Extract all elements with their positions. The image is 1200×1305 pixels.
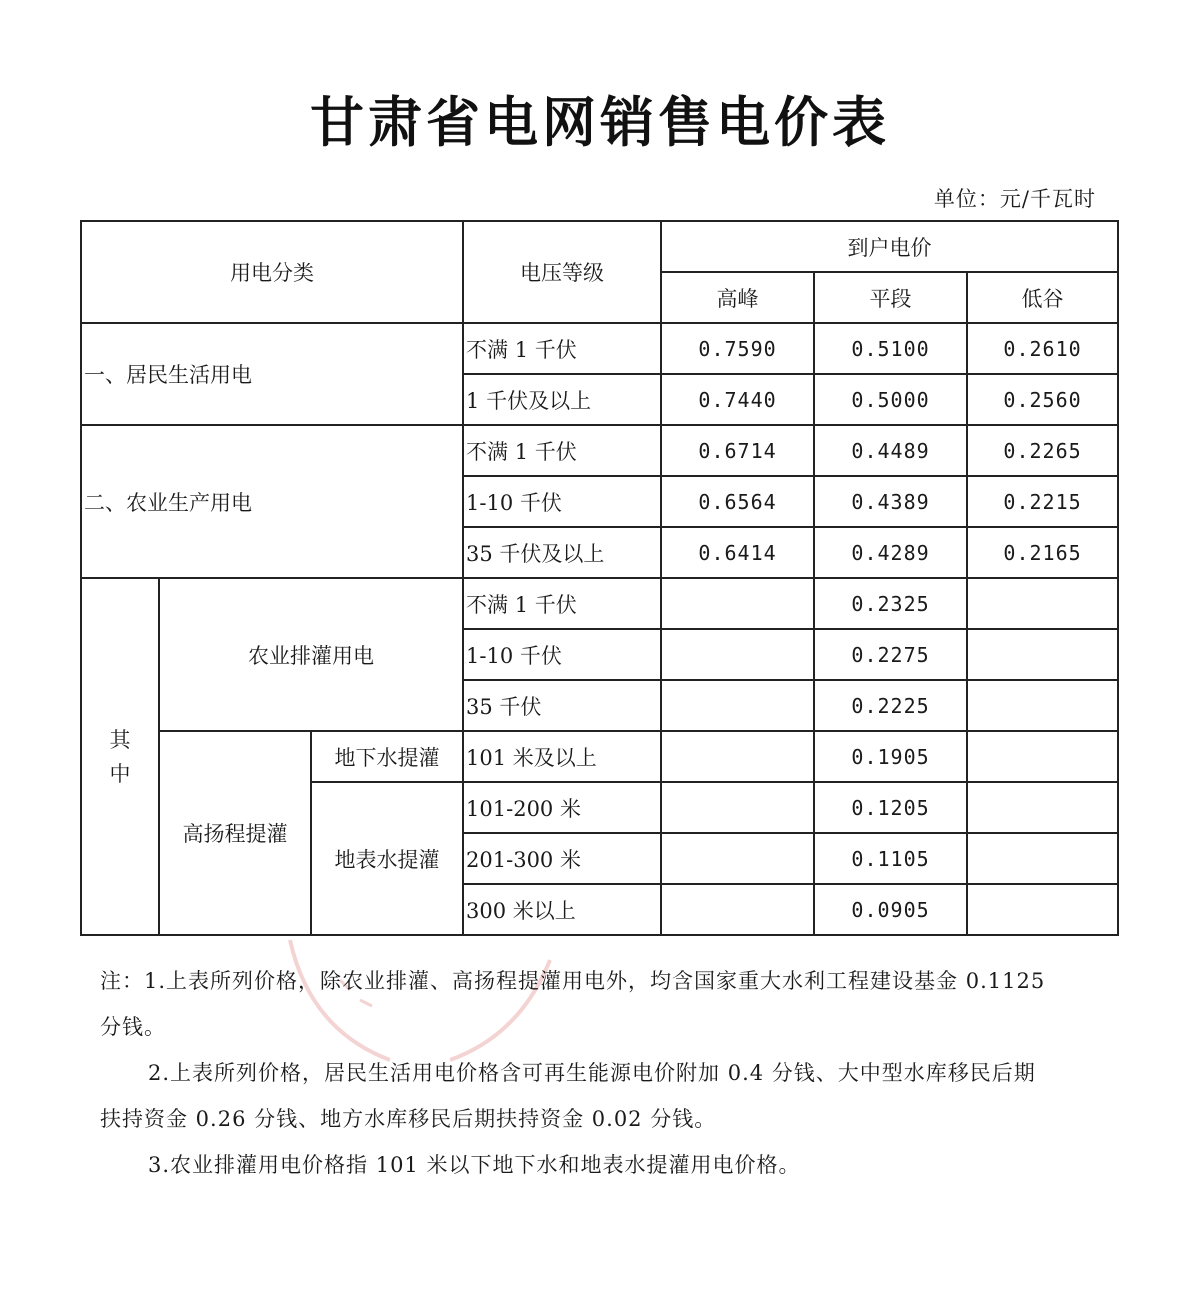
flat-price: 0.1105 (814, 833, 967, 884)
peak-price: 0.7590 (661, 323, 814, 374)
flat-price: 0.2225 (814, 680, 967, 731)
section-high-lift: 高扬程提灌 (159, 731, 311, 935)
valley-price: 0.2265 (967, 425, 1118, 476)
flat-price: 0.2275 (814, 629, 967, 680)
flat-price: 0.1905 (814, 731, 967, 782)
peak-price: 0.6714 (661, 425, 814, 476)
flat-price: 0.1205 (814, 782, 967, 833)
peak-price: 0.6564 (661, 476, 814, 527)
empty-cell (661, 833, 814, 884)
price-table (80, 220, 1119, 936)
empty-cell (967, 731, 1118, 782)
table-row (81, 731, 1118, 782)
header-peak: 高峰 (661, 272, 814, 323)
section-groundwater: 地下水提灌 (311, 731, 463, 782)
page-title: 甘肃省电网销售电价表 (310, 91, 890, 154)
section-surface-water: 地表水提灌 (311, 782, 463, 935)
header-price-group: 到户电价 (661, 221, 1118, 272)
header-flat: 平段 (814, 272, 967, 323)
section-agriculture: 二、农业生产用电 (81, 425, 463, 578)
note-3: 3.农业排灌用电价格指 101 米以下地下水和地表水提灌用电价格。 (148, 1153, 801, 1177)
flat-price: 0.4489 (814, 425, 967, 476)
empty-cell (967, 578, 1118, 629)
voltage-cell: 1-10 千伏 (463, 476, 661, 527)
voltage-cell: 不满 1 千伏 (463, 323, 661, 374)
empty-cell (661, 629, 814, 680)
empty-cell (967, 680, 1118, 731)
section-residential: 一、居民生活用电 (81, 323, 463, 425)
voltage-cell: 101-200 米 (463, 782, 661, 833)
table-row (81, 578, 1118, 629)
note-2-line-1: 2.上表所列价格，居民生活用电价格含可再生能源电价附加 0.4 分钱、大中型水库移民后期 (148, 1061, 1036, 1085)
voltage-cell: 不满 1 千伏 (463, 578, 661, 629)
of-which-char-2: 中 (109, 761, 131, 786)
section-irrigation: 农业排灌用电 (159, 578, 463, 731)
empty-cell (661, 782, 814, 833)
voltage-cell: 101 米及以上 (463, 731, 661, 782)
empty-cell (661, 578, 814, 629)
header-voltage: 电压等级 (463, 221, 661, 323)
empty-cell (967, 833, 1118, 884)
empty-cell (661, 884, 814, 935)
voltage-cell: 35 千伏及以上 (463, 527, 661, 578)
flat-price: 0.5000 (814, 374, 967, 425)
voltage-cell: 1-10 千伏 (463, 629, 661, 680)
flat-price: 0.2325 (814, 578, 967, 629)
note-1-line-2: 分钱。 (100, 1015, 166, 1039)
peak-price: 0.6414 (661, 527, 814, 578)
header-category: 用电分类 (81, 221, 463, 323)
peak-price: 0.7440 (661, 374, 814, 425)
note-2-line-2: 扶持资金 0.26 分钱、地方水库移民后期扶持资金 0.02 分钱。 (100, 1107, 717, 1131)
valley-price: 0.2560 (967, 374, 1118, 425)
voltage-cell: 不满 1 千伏 (463, 425, 661, 476)
header-valley: 低谷 (967, 272, 1118, 323)
empty-cell (661, 680, 814, 731)
flat-price: 0.0905 (814, 884, 967, 935)
flat-price: 0.4389 (814, 476, 967, 527)
valley-price: 0.2165 (967, 527, 1118, 578)
header-row (81, 221, 1118, 272)
table-row (81, 323, 1118, 374)
note-1-line-1: 注：1.上表所列价格，除农业排灌、高扬程提灌用电外，均含国家重大水利工程建设基金 0.1125 (100, 969, 1046, 993)
flat-price: 0.5100 (814, 323, 967, 374)
voltage-cell: 201-300 米 (463, 833, 661, 884)
valley-price: 0.2610 (967, 323, 1118, 374)
voltage-cell: 1 千伏及以上 (463, 374, 661, 425)
notes (100, 958, 1100, 1188)
unit-label: 单位：元/千瓦时 (933, 187, 1096, 211)
flat-price: 0.4289 (814, 527, 967, 578)
of-which-char-1: 其 (109, 727, 131, 752)
empty-cell (967, 629, 1118, 680)
of-which-cell (81, 578, 159, 935)
valley-price: 0.2215 (967, 476, 1118, 527)
voltage-cell: 35 千伏 (463, 680, 661, 731)
empty-cell (661, 731, 814, 782)
voltage-cell: 300 米以上 (463, 884, 661, 935)
empty-cell (967, 884, 1118, 935)
table-row (81, 425, 1118, 476)
empty-cell (967, 782, 1118, 833)
